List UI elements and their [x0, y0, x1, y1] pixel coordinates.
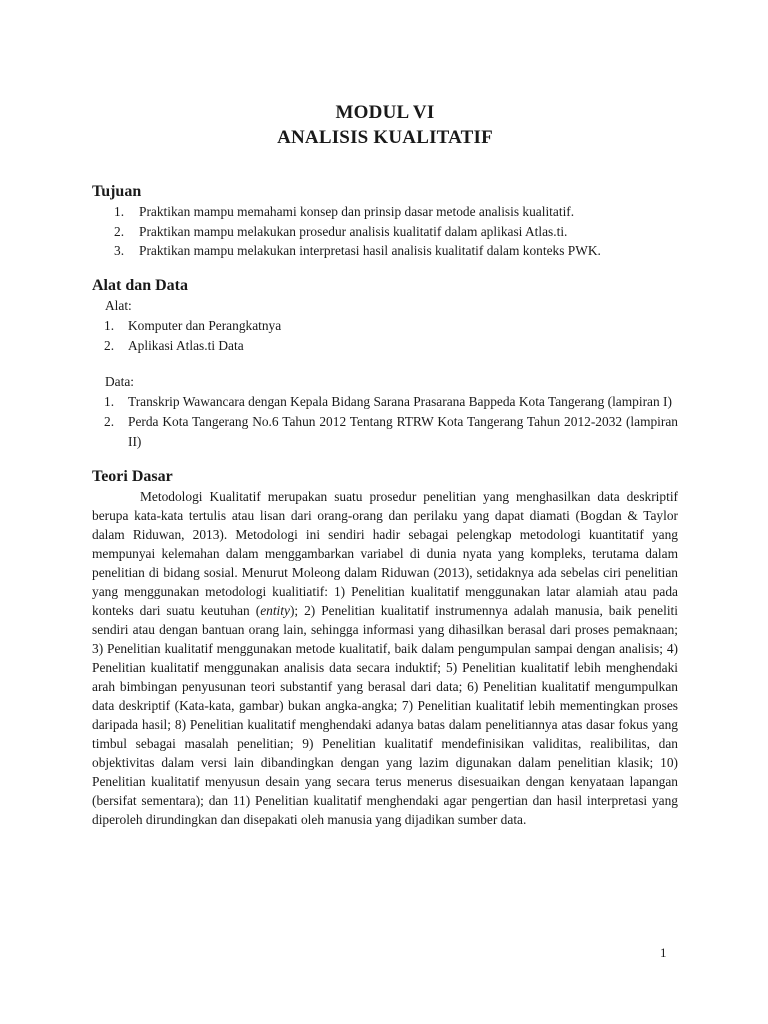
data-list [92, 392, 678, 452]
spacer [92, 356, 678, 372]
list-number: 1. [104, 317, 115, 333]
section-heading-teori-dasar: Teori Dasar [92, 467, 173, 485]
list-item [92, 412, 678, 452]
module-title [92, 100, 678, 150]
alat-list [92, 316, 678, 356]
list-item [92, 241, 678, 261]
list-number: 2. [104, 413, 115, 429]
section-heading-tujuan: Tujuan [92, 183, 142, 200]
body-paragraph [92, 487, 678, 829]
list-text: Aplikasi Atlas.ti Data [128, 337, 244, 353]
list-number: 2. [104, 337, 115, 353]
list-number: 1. [114, 204, 125, 219]
list-number: 2. [114, 223, 125, 239]
italic-term: entity [260, 602, 290, 618]
module-number: MODUL VI [335, 102, 435, 123]
module-name: ANALISIS KUALITATIF [277, 127, 493, 148]
list-number: 1. [104, 393, 115, 409]
list-item [92, 202, 678, 222]
tujuan-list [92, 202, 678, 261]
list-text: Perda Kota Tangerang No.6 Tahun 2012 Tentang RTRW Kota Tangerang Tahun 2012-2032 (lampiran II) [128, 413, 678, 449]
alat-label: Alat: [105, 297, 132, 313]
data-label: Data: [105, 373, 134, 389]
list-text: Praktikan mampu memahami konsep dan prinsip dasar metode analisis kualitatif. [139, 204, 575, 219]
paragraph-text: ); 2) Penelitian kualitatif instrumennya adalah manusia, baik peneliti sendiri atau dengan bantuan orang lain, sehingga informasi yang dihasilkan berasal dari proses pemaknaan; 3) Penelitian kualitatif menggunakan metode kualitatif, baik dalam pengumpulan sampai dengan analisis; 4) Penelitian kualitatif menggunakan analisis data secara induktif; 5) Penelitian kualitatif lebih menghendaki arah bimbingan penyusunan teori substantif yang berasal dari data; 6) Penelitian kualitatif mengumpulkan data deskriptif (Kata-kata, gambar) bukan angka-angka; 7) Penelitian kualitatif lebih mementingkan proses daripada hasil; 8) Penelitian kualitatif menghendaki adanya batas dalam penelitiannya atas dasar fokus yang timbul sebagai masalah penelitian; 9) Penelitian kualitatif mendefinisikan validitas, realibilitas, dan objektivitas dalam versi lain dibandingkan dengan yang lazim digunakan dalam penelitian klasik; 10) Penelitian kualitatif menyusun desain yang secara terus menerus disesuaikan dengan kenyataan lapangan (bersifat sementara); dan 11) Penelitian kualitatif menghendaki agar pengertian dan hasil interpretasi yang diperoleh dirundingkan dan disepakati oleh manusia yang dijadikan sumber data. [92, 602, 678, 827]
section-tujuan [92, 182, 678, 261]
list-item [92, 316, 678, 336]
list-item [92, 222, 678, 242]
section-teori-dasar [92, 467, 678, 829]
list-item [92, 336, 678, 356]
list-text: Komputer dan Perangkatnya [128, 317, 282, 333]
list-text: Transkrip Wawancara dengan Kepala Bidang Sarana Prasarana Bappeda Kota Tangerang (lampiran I) [128, 393, 672, 409]
list-number: 3. [114, 243, 125, 258]
list-text: Praktikan mampu melakukan prosedur analisis kualitatif dalam aplikasi Atlas.ti. [139, 223, 568, 239]
page-number: 1 [660, 945, 667, 960]
paragraph-text: Metodologi Kualitatif merupakan suatu prosedur penelitian yang menghasilkan data deskriptif berupa kata-kata tertulis atau lisan dari orang-orang dan perilaku yang dapat diamati (Bogdan & Taylor dalam Riduwan, 2013). Metodologi ini sendiri hadir sebagai pelengkap metodologi kuantitatif yang mempunyai kelemahan dalam menggambarkan variabel di dunia nyata yang kompleks, terutama dalam penelitian di bidang sosial. Menurut Moleong dalam Riduwan (2013), setidaknya ada sebelas ciri penelitian yang menggunakan metodologi kualitiatif: 1) Penelitian kualitatif menggunakan latar alamiah atau pada konteks dari suatu keutuhan ( [92, 488, 678, 618]
list-item [92, 392, 678, 412]
section-heading-alat-dan-data: Alat dan Data [92, 276, 189, 294]
section-alat-dan-data [92, 276, 678, 452]
list-text: Praktikan mampu melakukan interpretasi hasil analisis kualitatif dalam konteks PWK. [139, 243, 601, 258]
document-page [92, 100, 678, 829]
